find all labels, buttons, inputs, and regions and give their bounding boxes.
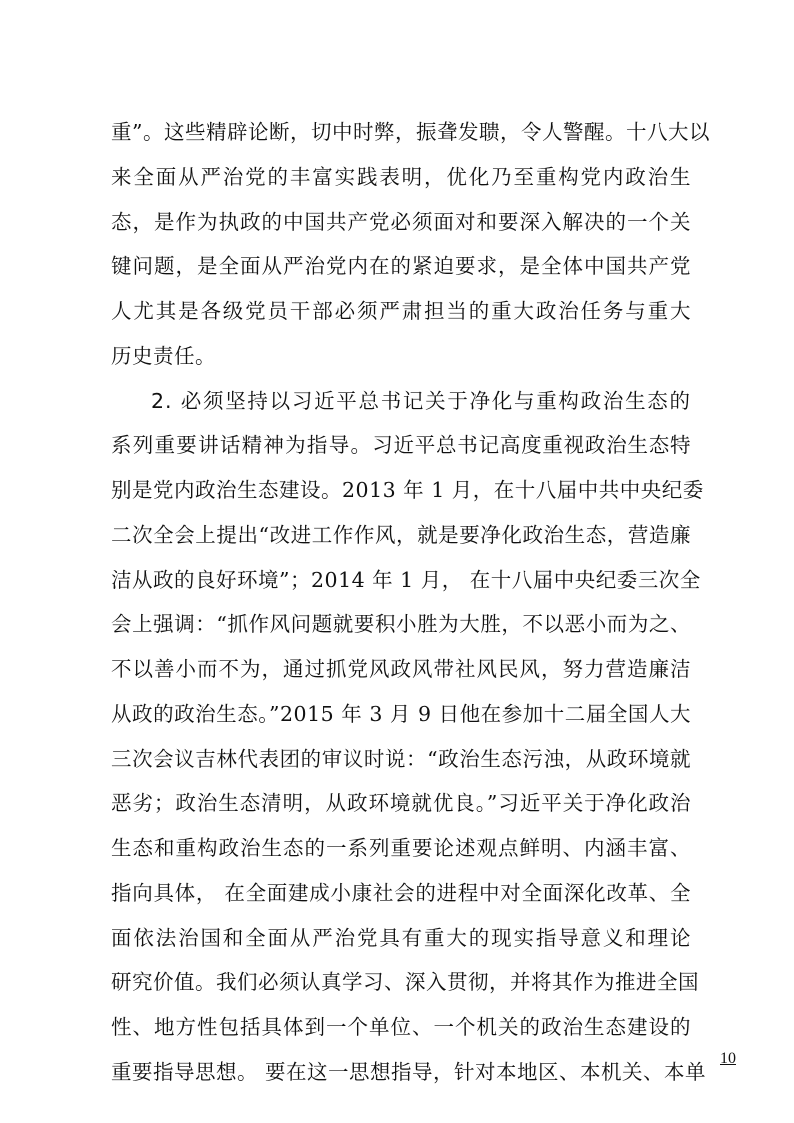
text-line: 生态和重构政治生态的一系列重要论述观点鲜明、内涵丰富、 bbox=[111, 836, 691, 860]
text-line: 别是党内政治生态建设。2013 年 1 月，在十八届中共中央纪委 bbox=[111, 478, 704, 502]
text-line: 面依法治国和全面从严治党具有重大的现实指导意义和理论 bbox=[111, 925, 691, 950]
text-line: 指向具体， 在全面建成小康社会的进程中对全面深化改革、全 bbox=[111, 880, 691, 905]
text-line: 历史责任。 bbox=[111, 343, 216, 368]
text-span: 习近平总书记高度重视政治生态特 bbox=[372, 433, 692, 458]
text-line: 重要指导思想。 要在这一思想指导，针对本地区、本机关、本单 bbox=[111, 1059, 707, 1084]
text-line: 人尤其是各级党员干部必须严肃担当的重大政治任务与重大 bbox=[111, 299, 691, 323]
paragraph-2 bbox=[111, 379, 707, 1095]
text-line: 态，是作为执政的中国共产党必须面对和要深入解决的一个关 bbox=[111, 209, 691, 234]
section-heading: 2. 必须坚持以习近平总书记关于净化与重构政治生态的 bbox=[151, 388, 691, 413]
text-line: 性、地方性包括具体到一个单位、一个机关的政治生态建设的 bbox=[111, 1015, 691, 1039]
text-line: 重”。这些精辟论断，切中时弊，振聋发聩，令人警醒。十八大以 bbox=[111, 120, 710, 144]
text-line: 三次会议吉林代表团的审议时说：“政治生态污浊，从政环境就 bbox=[111, 746, 691, 771]
text-line: 来全面从严治党的丰富实践表明，优化乃至重构党内政治生 bbox=[111, 164, 691, 189]
text-line: 洁从政的良好环境”；2014 年 1 月， 在十八届中央纪委三次全 bbox=[111, 567, 701, 592]
text-line: 键问题，是全面从严治党内在的紧迫要求，是全体中国共产党 bbox=[111, 254, 691, 279]
text-line: 恶劣；政治生态清明，从政环境就优良。”习近平关于净化政治 bbox=[111, 791, 691, 816]
text-line: 从政的政治生态。”2015 年 3 月 9 日他在参加十二届全国人大 bbox=[111, 701, 691, 726]
text-line: 二次全会上提出“改进工作作风，就是要净化政治生态，营造廉 bbox=[111, 522, 691, 547]
paragraph-1 bbox=[111, 110, 710, 379]
page-number: 10 bbox=[720, 1050, 736, 1067]
text-line: 不以善小而不为，通过抓党风政风带社风民风，努力营造廉洁 bbox=[111, 657, 691, 681]
section-heading-continuation: 系列重要讲话精神为指导。 bbox=[111, 433, 373, 458]
text-line: 研究价值。我们必须认真学习、深入贯彻，并将其作为推进全国 bbox=[111, 970, 699, 995]
text-line: 会上强调：“抓作风问题就要积小胜为大胜，不以恶小而为之、 bbox=[111, 612, 691, 637]
text-line bbox=[111, 423, 691, 468]
page-body bbox=[111, 110, 710, 1095]
